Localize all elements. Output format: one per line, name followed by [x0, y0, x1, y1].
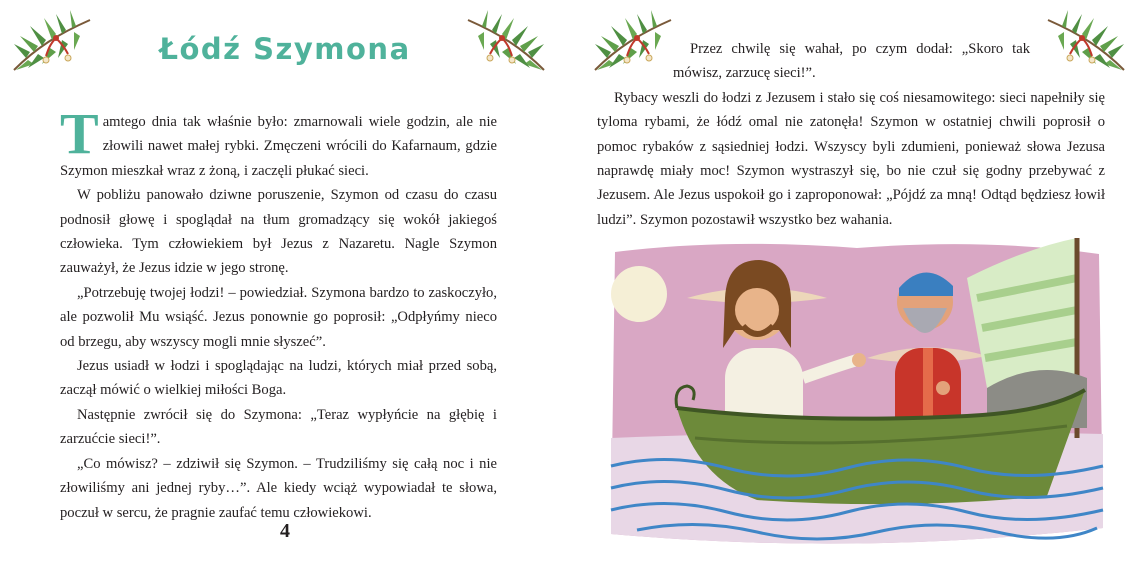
page-title: Łódź Szymona: [159, 32, 411, 66]
paragraph: „Co mówisz? – zdziwił się Szymon. – Trudziliśmy się całą noc i nie złowiliśmy ani jednej ryby…”. Ale kiedy wciąż wypowiadał te słowa, poczuł w sercu, że pragnie zaufać temu człowiekowi.: [60, 455, 497, 521]
moon-icon: [611, 266, 667, 322]
boat-illustration: [607, 238, 1105, 553]
paragraph: „Potrzebuję twojej łodzi! – powiedział. Szymona bardzo to zaskoczyło, ale pozwolił Mu wsiąść. Jezus ponownie go poprosił: „Odpłyńmy nieco od brzegu, aby wszyscy mogli mnie słyszeć”.: [60, 284, 497, 350]
paragraph: Tamtego dnia tak właśnie było: zmarnowali wiele godzin, ale nie złowili nawet małej rybki. Zmęczeni wrócili do Kafarnaum, gdzie Szymon mieszkał wraz z żoną, i zaczęli płukać sieci.: [60, 101, 497, 179]
paragraph: Rybacy weszli do łodzi z Jezusem i stało się coś niesamowitego: sieci napełniły się tyloma rybami, że łódź omal nie zatonęła! Szymon w ostatniej chwili poprosił o pomoc rybaków z sąsiedniej łodzi. Wszyscy byli zdumieni, ponieważ słowa Jezusa naprawdę miały moc! Szymon wystraszył się, bo nie czuł się godny przebywać z Jezusem. Ale Jezus uspokoił go i zaproponował: „Pójdź za mną! Odtąd będziesz łowił ludzi”. Szymon pozostawił wszystko bez wahania.: [597, 89, 1105, 228]
paragraph: W pobliżu panowało dziwne poruszenie, Szymon od czasu do czasu podnosił głowę i spoglądał na tłum gromadzący się wokół jakiegoś człowieka. Tym człowiekiem był Jezus z Nazaretu. Nagle Szymon zauważył, że Jezus idzie w jego stronę.: [60, 187, 497, 277]
paragraph: Jezus usiadł w łodzi i spoglądając na ludzi, których miał przed sobą, zaczął mówić o wielkiej miłości Boga.: [60, 358, 497, 399]
right-page: [567, 0, 1134, 567]
pine-branch-icon: [6, 8, 96, 78]
drop-cap: T: [60, 101, 99, 166]
pine-branch-icon: [462, 8, 552, 78]
paragraph: Przez chwilę się wahał, po czym dodał: „Skoro tak mówisz, zarzucę sieci!”.: [673, 41, 1030, 82]
page-number: 4: [280, 520, 290, 542]
story-text-right: [597, 37, 1105, 232]
story-text-left: [60, 101, 497, 525]
paragraph: Następnie zwrócił się do Szymona: „Teraz wypłyńcie na głębię i zarzućcie sieci!”.: [60, 406, 497, 448]
